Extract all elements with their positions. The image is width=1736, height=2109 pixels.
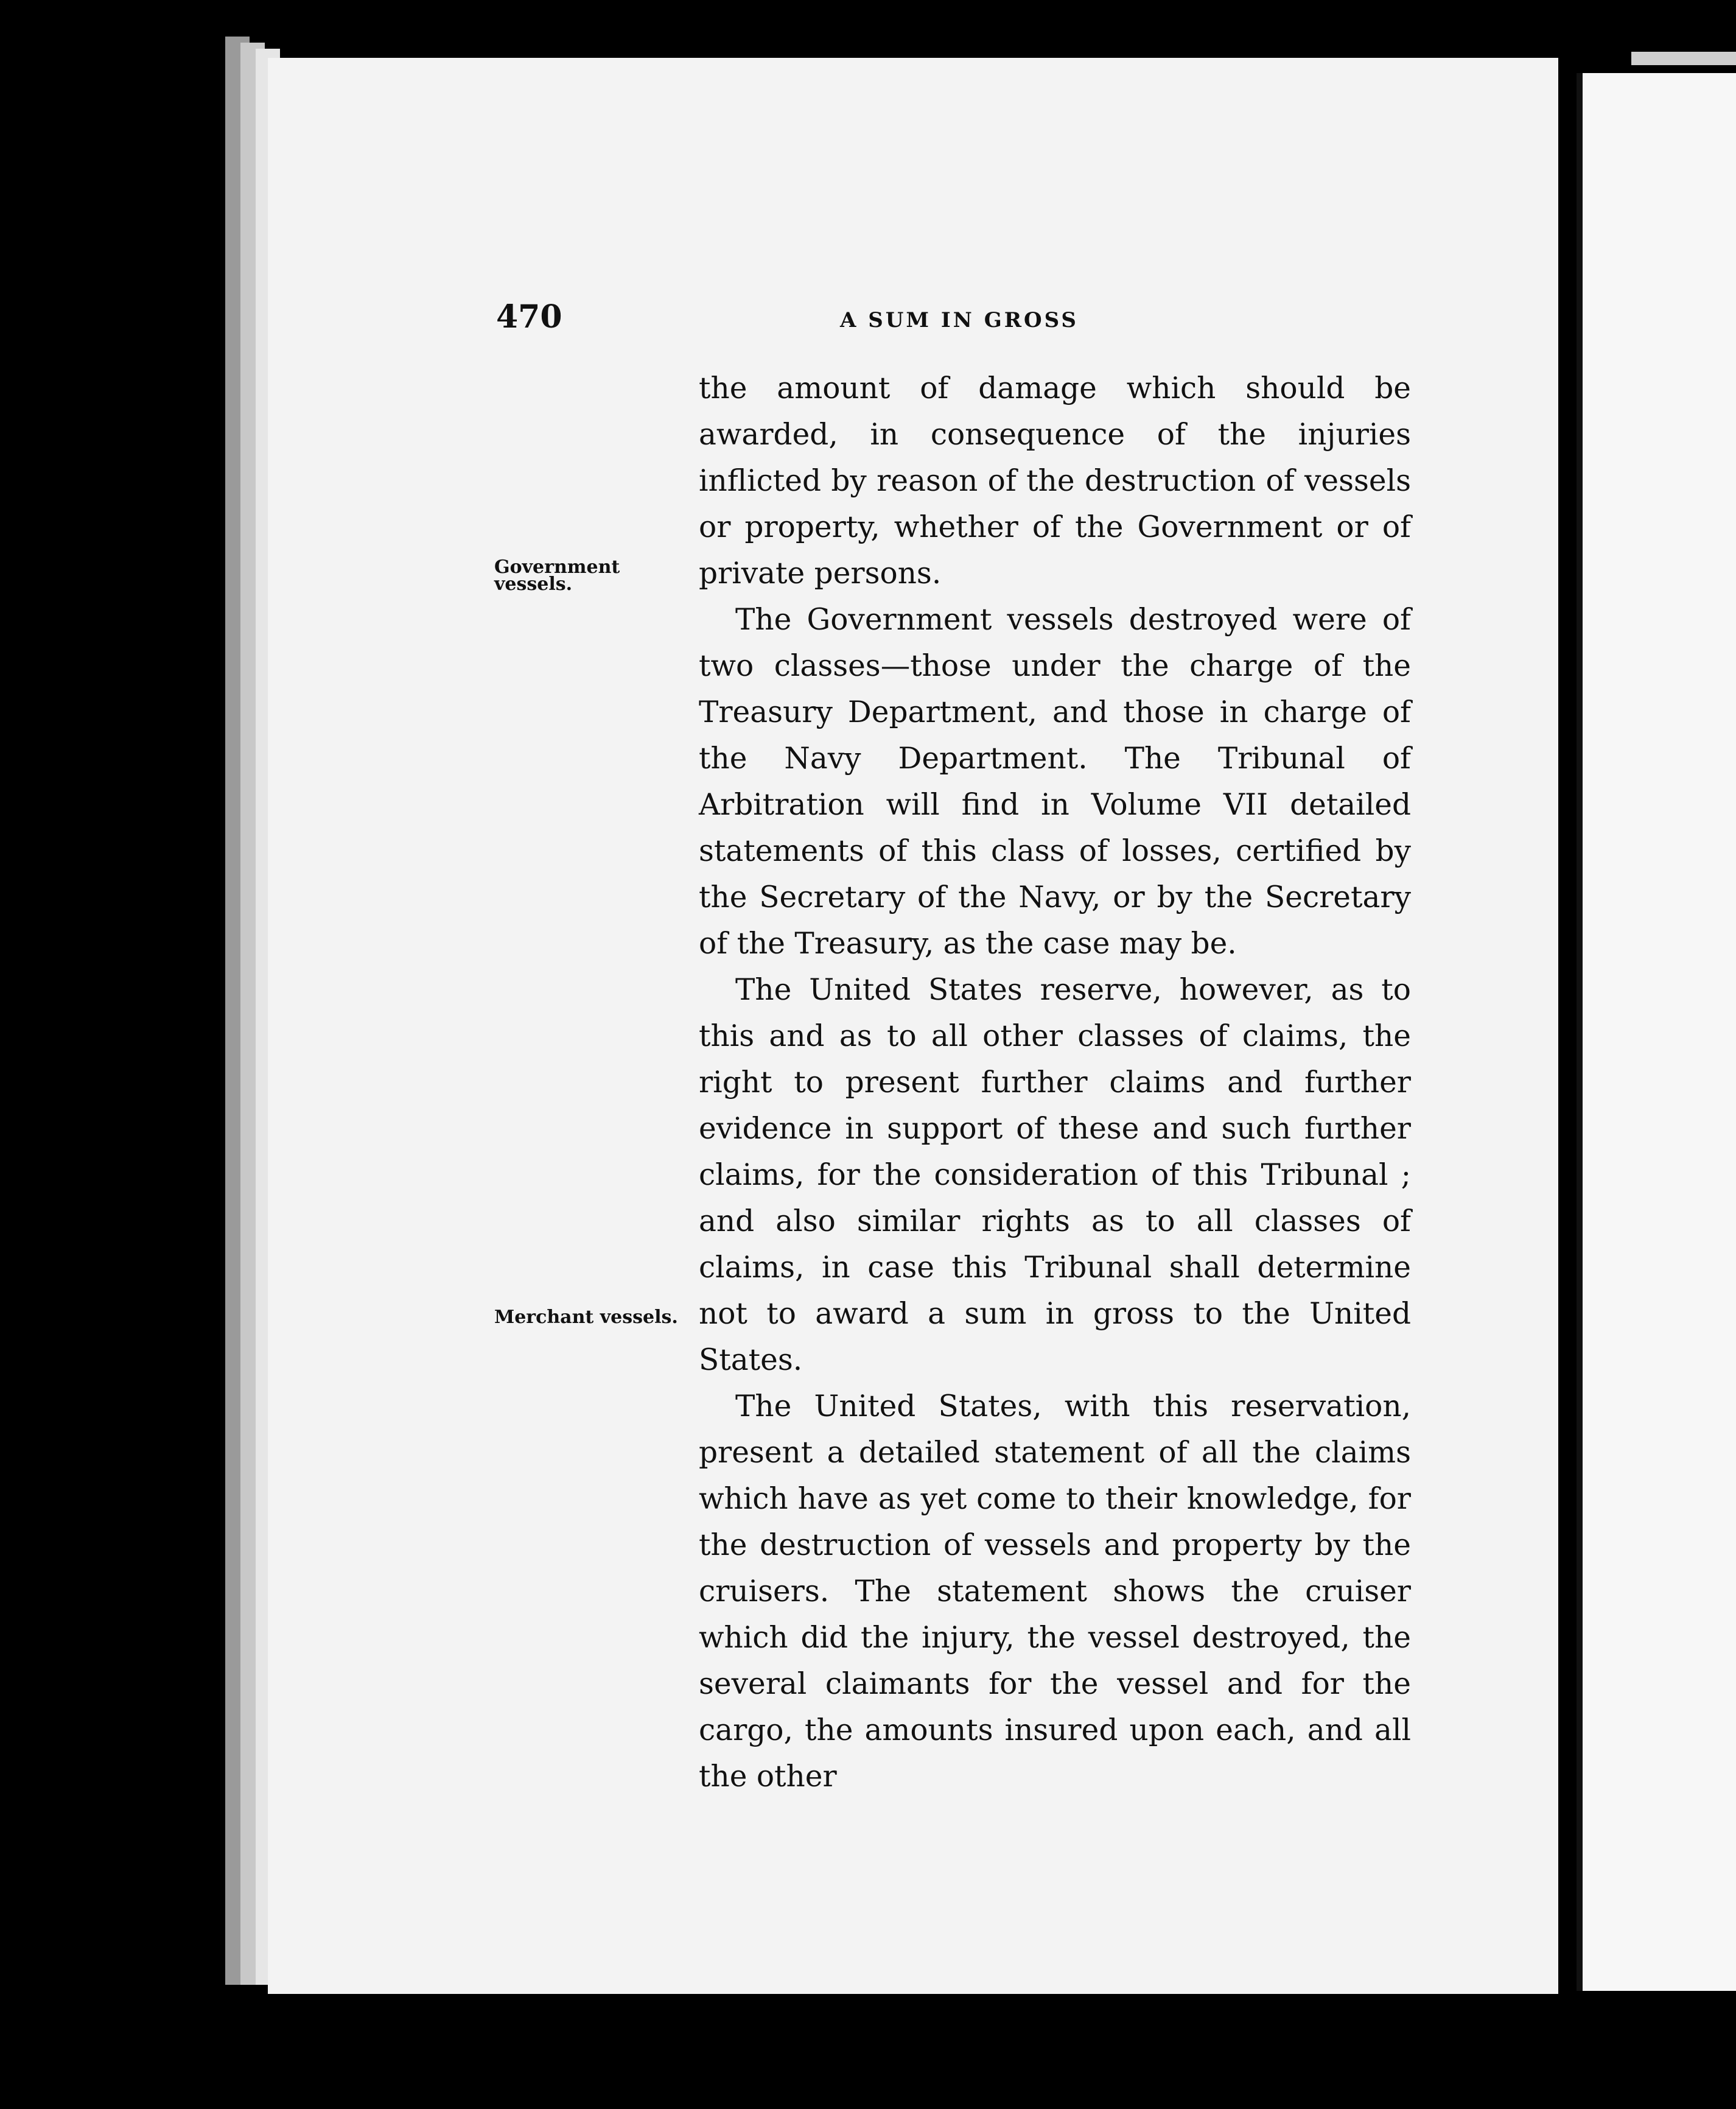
paragraph: The United States reserve, however, as to this and as to all other classes of claims, the right to present further claims and further evidence in support of these and such further claims, for the consideration of this Tribunal ; and also similar rights as to all classes of claims, in case this Tribunal shall determine not to award a sum in gross to the United States. [699, 973, 1411, 1377]
running-head: A SUM IN GROSS [840, 308, 1079, 332]
paragraph: The Government vessels destroyed were of two classes—those under the charge of the Treasury Department, and those in charge of the Navy Department. The Tribunal of Arbitration will find in Volume VII detailed statements of this class of losses, certified by the Secretary of the Navy, or by the Secretary of the Treasury, as the case may be. [699, 603, 1411, 961]
marginal-note: Merchant vessels. [494, 1307, 678, 1328]
facing-page [1583, 73, 1736, 1991]
paragraph: the amount of damage which should be awarded, in consequence of the injuries inflicted by reason of the destruction of vessels or property, whether of the Government or of private persons. [699, 371, 1411, 591]
page-number: 470 [496, 298, 562, 335]
body-text [699, 365, 1411, 1800]
marginal-note: Government vessels. [494, 556, 620, 595]
paragraph: The United States, with this reservation, present a detailed statement of all the claims which have as yet come to their knowledge, for the destruction of vessels and property by the cruisers. The statement shows the cruiser which did the injury, the vessel destroyed, the several claimants for the vessel and for the cargo, the amounts insured upon each, and all the other [699, 1389, 1411, 1794]
facing-page-edge [1631, 52, 1736, 65]
